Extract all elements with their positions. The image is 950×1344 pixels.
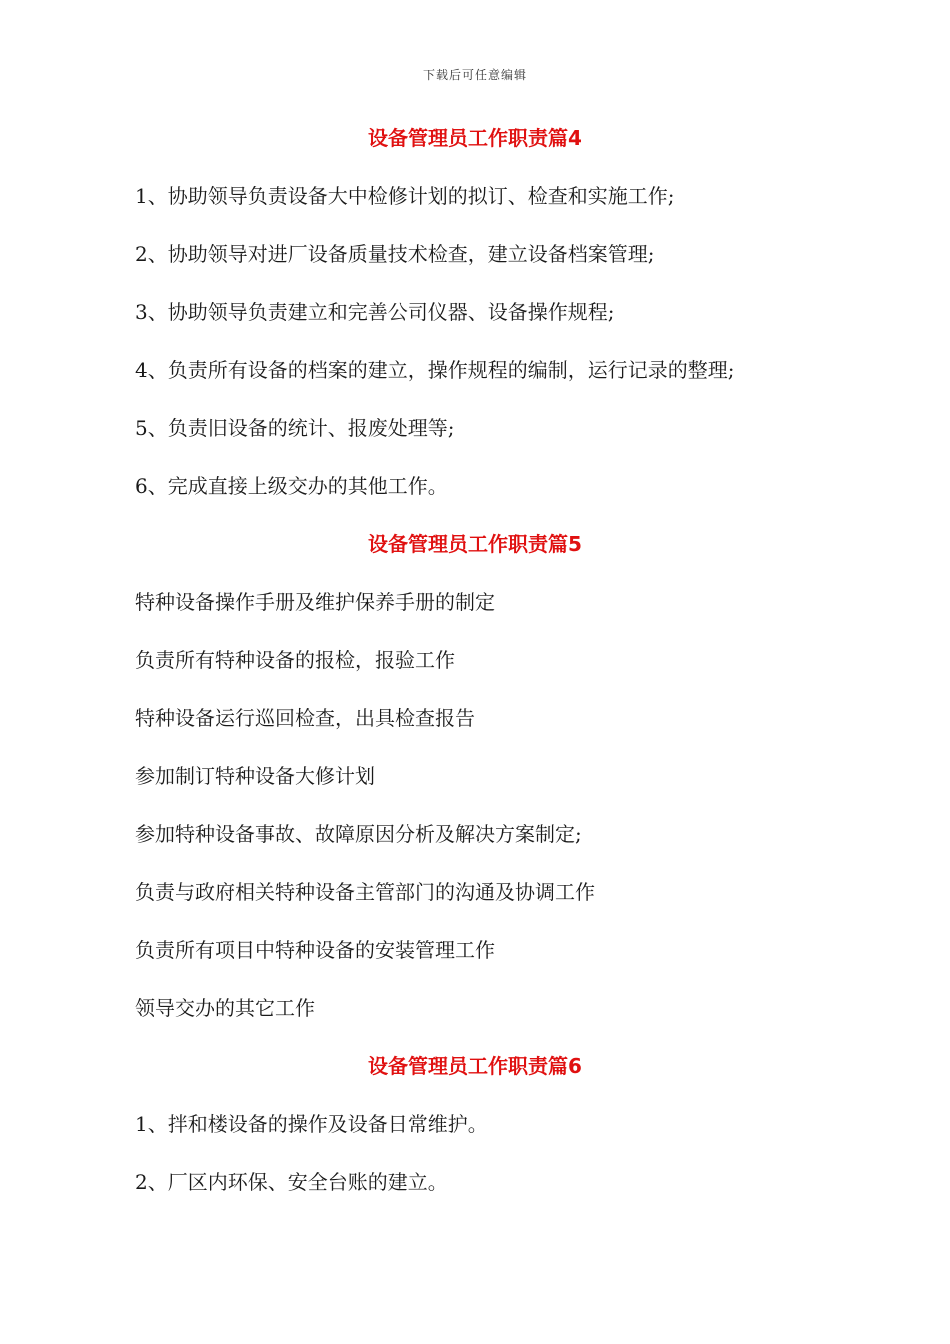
section-title-4: 设备管理员工作职责篇4 [368,126,582,150]
document-body [135,120,835,1222]
section-title-6: 设备管理员工作职责篇6 [368,1054,582,1078]
list-item: 4、负责所有设备的档案的建立，操作规程的编制，运行记录的整理; [135,358,735,382]
list-item: 负责与政府相关特种设备主管部门的沟通及协调工作 [135,880,595,904]
list-item: 2、厂区内环保、安全台账的建立。 [135,1170,448,1194]
list-item: 1、拌和楼设备的操作及设备日常维护。 [135,1112,488,1136]
list-item: 特种设备操作手册及维护保养手册的制定 [135,590,495,614]
list-item: 3、协助领导负责建立和完善公司仪器、设备操作规程; [135,300,615,324]
list-item: 参加特种设备事故、故障原因分析及解决方案制定; [135,822,582,846]
list-item: 特种设备运行巡回检查，出具检查报告 [135,706,475,730]
list-item: 5、负责旧设备的统计、报废处理等; [135,416,455,440]
list-item: 2、协助领导对进厂设备质量技术检查，建立设备档案管理; [135,242,655,266]
list-item: 负责所有项目中特种设备的安装管理工作 [135,938,495,962]
section-title-5: 设备管理员工作职责篇5 [368,532,582,556]
list-item: 6、完成直接上级交办的其他工作。 [135,474,448,498]
header-note: 下载后可任意编辑 [422,68,527,82]
list-item: 参加制订特种设备大修计划 [135,764,375,788]
list-item: 负责所有特种设备的报检，报验工作 [135,648,455,672]
list-item: 1、协助领导负责设备大中检修计划的拟订、检查和实施工作; [135,184,675,208]
list-item: 领导交办的其它工作 [135,996,315,1020]
